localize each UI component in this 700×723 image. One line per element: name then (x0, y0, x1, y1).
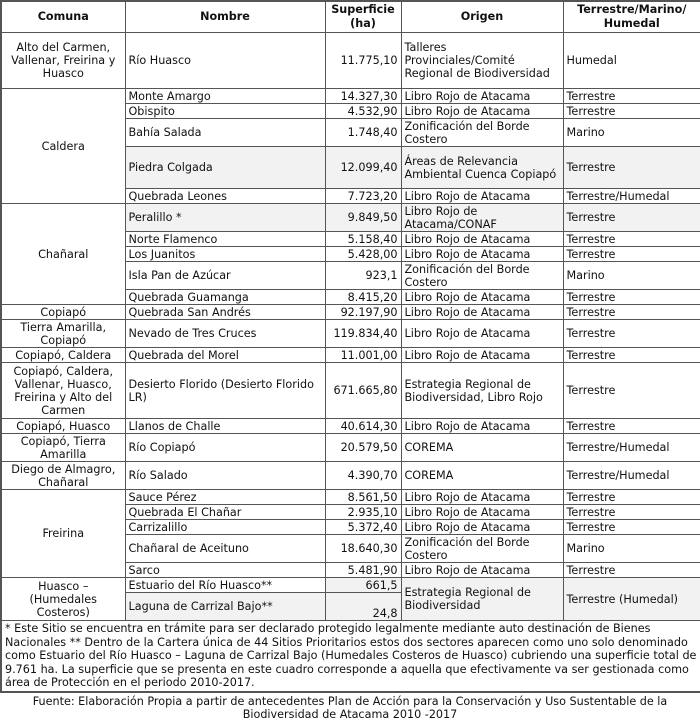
superficie-cell: 2.935,10 (325, 505, 401, 520)
header-nombre: Nombre (125, 1, 325, 33)
nombre-cell: Sauce Pérez (125, 490, 325, 505)
header-superficie: Superficie (ha) (325, 1, 401, 33)
origen-cell: Libro Rojo de Atacama (401, 348, 563, 363)
tipo-cell: Humedal (563, 33, 700, 89)
nombre-cell: Quebrada Leones (125, 189, 325, 204)
tipo-cell: Terrestre (563, 247, 700, 262)
superficie-cell: 20.579,50 (325, 434, 401, 462)
nombre-cell: Carrizalillo (125, 520, 325, 535)
comuna-cell: Copiapó, Tierra Amarilla (1, 434, 125, 462)
comuna-cell: Copiapó, Caldera, Vallenar, Huasco, Freirina y Alto del Carmen (1, 363, 125, 419)
origen-cell: Libro Rojo de Atacama (401, 490, 563, 505)
table-row (1, 320, 700, 348)
table-notes: * Este Sitio se encuentra en trámite para ser declarado protegido legalmente mediante auto destinación de Bienes Nacionales ** Dentro de la Cartera única de 44 Sitios Prioritarios estos dos sectores aparecen como uno solo denominado como Estuario del Río Huasco – Laguna de Carrizal Bajo (Humedales Costeros de Huasco) cubriendo una superficie total de 9.761 ha. La superficie que se presenta en este cuadro corresponde a aquella que efectivamente va ser gestionada como área de Protección en el periodo 2010-2017. (1, 621, 700, 692)
superficie-cell: 24,8 (325, 593, 401, 621)
table-row (1, 490, 700, 505)
superficie-cell: 9.849,50 (325, 204, 401, 232)
origen-cell: Libro Rojo de Atacama (401, 305, 563, 320)
nombre-cell: Llanos de Challe (125, 419, 325, 434)
comuna-cell: Huasco – (Humedales Costeros) (1, 578, 125, 621)
tipo-cell: Terrestre (563, 147, 700, 189)
nombre-cell: Peralillo * (125, 204, 325, 232)
origen-cell: COREMA (401, 462, 563, 490)
nombre-cell: Río Huasco (125, 33, 325, 89)
tipo-cell: Terrestre (Humedal) (563, 578, 700, 621)
superficie-cell: 92.197,90 (325, 305, 401, 320)
superficie-cell: 661,5 (325, 578, 401, 593)
table-row (1, 204, 700, 232)
table-header-row (1, 1, 700, 33)
tipo-cell: Terrestre (563, 505, 700, 520)
origen-cell: COREMA (401, 434, 563, 462)
superficie-cell: 12.099,40 (325, 147, 401, 189)
origen-cell: Libro Rojo de Atacama (401, 419, 563, 434)
superficie-cell: 18.640,30 (325, 535, 401, 563)
table-row (1, 363, 700, 419)
superficie-cell: 5.158,40 (325, 232, 401, 247)
tipo-cell: Terrestre (563, 89, 700, 104)
origen-cell: Libro Rojo de Atacama (401, 247, 563, 262)
comuna-cell: Copiapó (1, 305, 125, 320)
nombre-cell: Estuario del Río Huasco** (125, 578, 325, 593)
tipo-cell: Marino (563, 119, 700, 147)
tipo-cell: Terrestre/Humedal (563, 189, 700, 204)
superficie-cell: 7.723,20 (325, 189, 401, 204)
table-row (1, 348, 700, 363)
nombre-cell: Los Juanitos (125, 247, 325, 262)
comuna-cell: Chañaral (1, 204, 125, 305)
nombre-cell: Sarco (125, 563, 325, 578)
table-row (1, 462, 700, 490)
superficie-cell: 8.415,20 (325, 290, 401, 305)
tipo-cell: Terrestre (563, 363, 700, 419)
tipo-cell: Terrestre (563, 348, 700, 363)
table-row (1, 305, 700, 320)
origen-cell: Libro Rojo de Atacama (401, 232, 563, 247)
superficie-cell: 8.561,50 (325, 490, 401, 505)
nombre-cell: Obispito (125, 104, 325, 119)
origen-cell: Áreas de Relevancia Ambiental Cuenca Copiapó (401, 147, 563, 189)
origen-cell: Estrategia Regional de Biodiversidad, Libro Rojo (401, 363, 563, 419)
nombre-cell: Desierto Florido (Desierto Florido LR) (125, 363, 325, 419)
tipo-cell: Terrestre/Humedal (563, 434, 700, 462)
superficie-cell: 4.532,90 (325, 104, 401, 119)
tipo-cell: Terrestre (563, 104, 700, 119)
table-row (1, 33, 700, 89)
tipo-cell: Terrestre (563, 563, 700, 578)
superficie-cell: 11.775,10 (325, 33, 401, 89)
superficie-cell: 11.001,00 (325, 348, 401, 363)
tipo-cell: Marino (563, 262, 700, 290)
nombre-cell: Río Salado (125, 462, 325, 490)
superficie-cell: 1.748,40 (325, 119, 401, 147)
nombre-cell: Chañaral de Aceituno (125, 535, 325, 563)
tipo-cell: Terrestre (563, 290, 700, 305)
nombre-cell: Piedra Colgada (125, 147, 325, 189)
origen-cell: Libro Rojo de Atacama (401, 189, 563, 204)
origen-cell: Zonificación del Borde Costero (401, 535, 563, 563)
tipo-cell: Terrestre (563, 305, 700, 320)
table-row (1, 434, 700, 462)
tipo-cell: Terrestre (563, 320, 700, 348)
superficie-cell: 5.481,90 (325, 563, 401, 578)
comuna-cell: Diego de Almagro, Chañaral (1, 462, 125, 490)
tipo-cell: Terrestre (563, 520, 700, 535)
table-row (1, 89, 700, 104)
origen-cell: Libro Rojo de Atacama (401, 89, 563, 104)
nombre-cell: Quebrada del Morel (125, 348, 325, 363)
superficie-cell: 4.390,70 (325, 462, 401, 490)
tipo-cell: Marino (563, 535, 700, 563)
superficie-cell: 671.665,80 (325, 363, 401, 419)
origen-cell: Libro Rojo de Atacama (401, 505, 563, 520)
comuna-cell: Caldera (1, 89, 125, 204)
superficie-cell: 5.372,40 (325, 520, 401, 535)
tipo-cell: Terrestre (563, 204, 700, 232)
header-origen: Origen (401, 1, 563, 33)
source-caption: Fuente: Elaboración Propia a partir de antecedentes Plan de Acción para la Conservación y Uso Sustentable de la Biodiversidad de Atacama 2010 -2017 (32, 694, 668, 721)
tipo-cell: Terrestre (563, 232, 700, 247)
nombre-cell: Laguna de Carrizal Bajo** (125, 593, 325, 621)
nombre-cell: Monte Amargo (125, 89, 325, 104)
comuna-cell: Copiapó, Huasco (1, 419, 125, 434)
comuna-cell: Freirina (1, 490, 125, 578)
origen-cell: Libro Rojo de Atacama/CONAF (401, 204, 563, 232)
superficie-cell: 119.834,40 (325, 320, 401, 348)
tipo-cell: Terrestre (563, 490, 700, 505)
nombre-cell: Norte Flamenco (125, 232, 325, 247)
table-row (1, 578, 700, 593)
origen-cell: Talleres Provinciales/Comité Regional de Biodiversidad (401, 33, 563, 89)
notes-row (1, 621, 700, 692)
nombre-cell: Bahía Salada (125, 119, 325, 147)
header-comuna: Comuna (1, 1, 125, 33)
origen-cell: Zonificación del Borde Costero (401, 262, 563, 290)
nombre-cell: Isla Pan de Azúcar (125, 262, 325, 290)
origen-cell: Libro Rojo de Atacama (401, 563, 563, 578)
origen-cell: Libro Rojo de Atacama (401, 320, 563, 348)
origen-cell: Libro Rojo de Atacama (401, 104, 563, 119)
header-tipo: Terrestre/Marino/ Humedal (563, 1, 700, 33)
nombre-cell: Río Copiapó (125, 434, 325, 462)
superficie-cell: 5.428,00 (325, 247, 401, 262)
origen-cell: Libro Rojo de Atacama (401, 520, 563, 535)
tipo-cell: Terrestre/Humedal (563, 462, 700, 490)
superficie-cell: 40.614,30 (325, 419, 401, 434)
comuna-cell: Copiapó, Caldera (1, 348, 125, 363)
table-row (1, 419, 700, 434)
comuna-cell: Alto del Carmen, Vallenar, Freirina y Huasco (1, 33, 125, 89)
superficie-cell: 923,1 (325, 262, 401, 290)
nombre-cell: Nevado de Tres Cruces (125, 320, 325, 348)
nombre-cell: Quebrada Guamanga (125, 290, 325, 305)
nombre-cell: Quebrada San Andrés (125, 305, 325, 320)
origen-cell: Libro Rojo de Atacama (401, 290, 563, 305)
origen-cell: Zonificación del Borde Costero (401, 119, 563, 147)
comuna-cell: Tierra Amarilla, Copiapó (1, 320, 125, 348)
nombre-cell: Quebrada El Chañar (125, 505, 325, 520)
tipo-cell: Terrestre (563, 419, 700, 434)
superficie-cell: 14.327,30 (325, 89, 401, 104)
origen-cell: Estrategia Regional de Biodiversidad (401, 578, 563, 621)
